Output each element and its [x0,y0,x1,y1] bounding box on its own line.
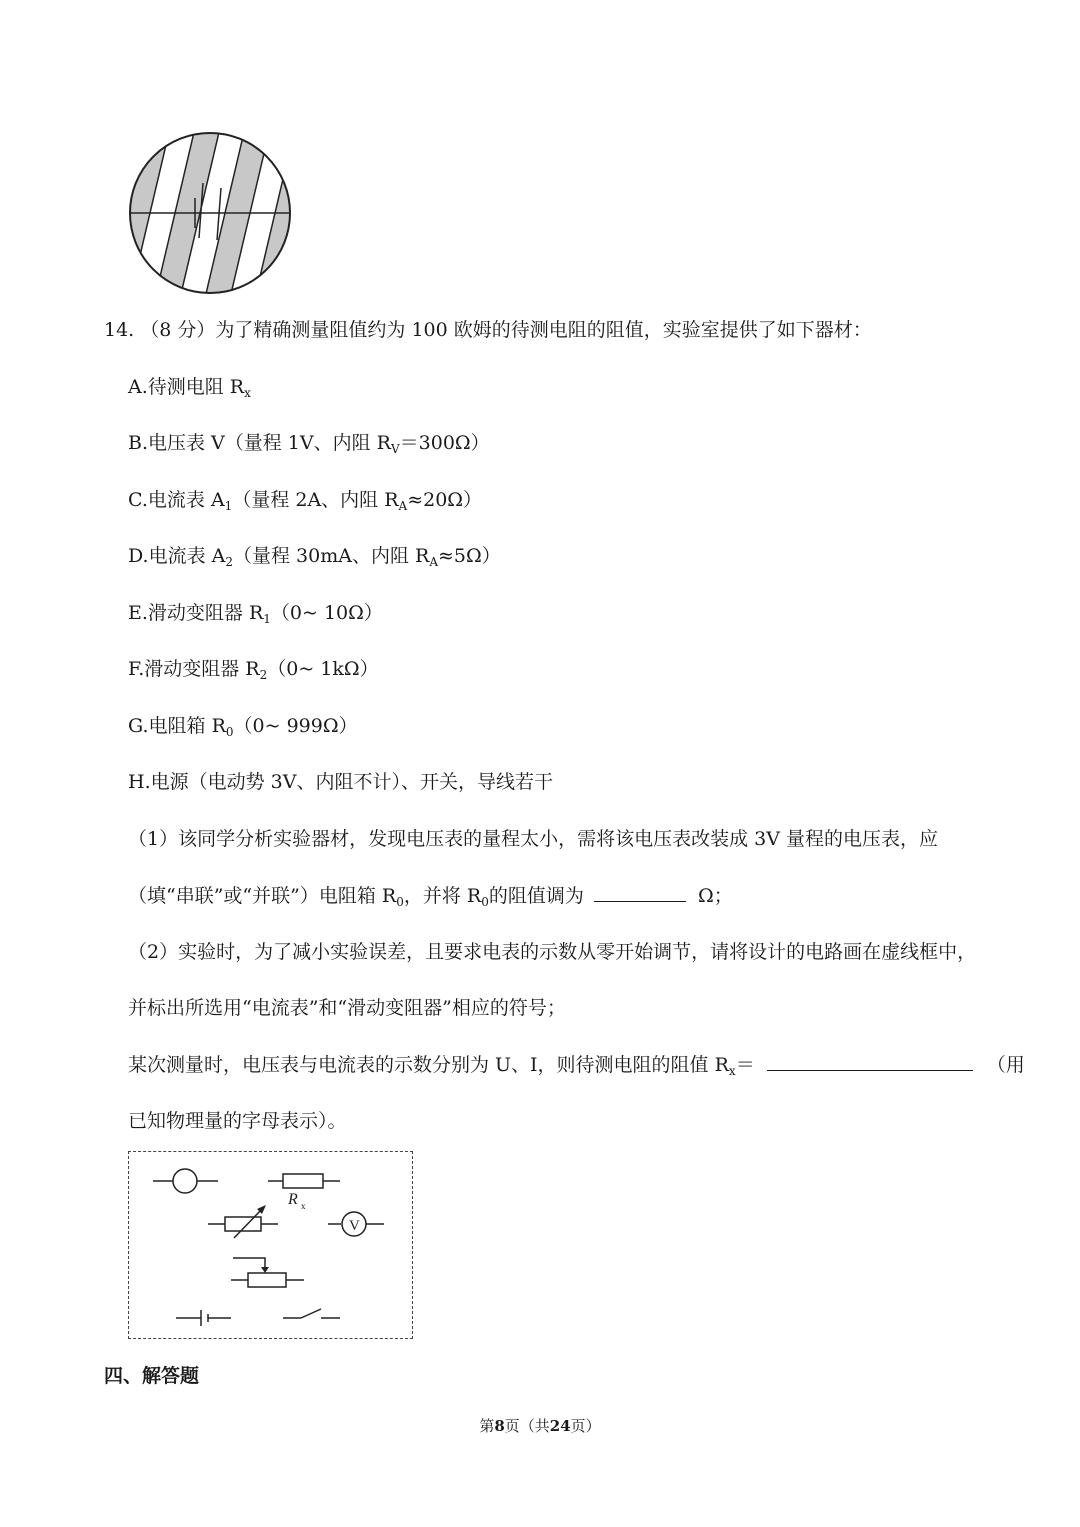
micrometer-figure [125,128,295,298]
page-footer: 第8页（共24页） [479,1417,601,1435]
option-e: E.滑动变阻器 $R_1(0\sim$ 10Ω） [128,602,383,626]
section-title: 四、解答题 [104,1365,200,1387]
page-total: 24 [549,1417,571,1435]
ammeter-symbol-icon [153,1169,218,1193]
resistance-box-icon [208,1208,278,1238]
battery-symbol-icon [176,1310,231,1326]
answer-blank-r0[interactable] [594,883,686,902]
rheostat-symbol-icon [231,1258,304,1287]
option-f: F.滑动变阻器 $R_2(0\sim$ 1kΩ） [128,658,379,682]
option-c: C.电流表 $A_1$（量程 2A、内阻 $R_A\approx 20\Omega$） [128,489,483,513]
part3-line2: 已知物理量的字母表示）。 [128,1110,347,1132]
resistor-rx-icon [268,1174,340,1188]
answer-blank-rx[interactable] [767,1052,973,1071]
part2-line2: 并标出所选用“电流表”和“滑动变阻器”相应的符号； [128,997,566,1019]
circuit-symbols [128,1151,413,1339]
question-score: （8 分） [140,319,216,341]
part1-line1: （1）该同学分析实验器材，发现电压表的量程太小，需将该电压表改装成 3V 量程的电压表，应 [128,828,938,850]
part2-line1: （2）实验时，为了减小实验误差，且要求电表的示数从零开始调节，请将设计的电路画在虚线框中， [128,941,977,963]
rx-label: R [288,1191,298,1208]
page-number: 8 [494,1417,505,1435]
switch-symbol-icon [283,1309,340,1318]
option-b: B.电压表 V（量程 1V、内阻 $R_V=300\Omega$） [128,432,490,456]
part3-line1: 某次测量时，电压表与电流表的示数分别为 U、I，则待测电阻的阻值 $R_x=$ （用 [128,1054,1025,1078]
question-text: 为了精确测量阻值约为 100 欧姆的待测电阻的阻值，实验室提供了如下器材： [215,319,872,341]
question-number: 14. [104,319,135,341]
option-a: A.待测电阻 $R_x$ [128,376,251,400]
option-h: H.电源（电动势 3V、内阻不计）、开关，导线若干 [128,771,553,793]
question-stem [104,317,872,343]
part1-line2: （填“串联”或“并联”）电阻箱 $R_0$，并将 $R_0$的阻值调为 Ω； [128,885,733,909]
rx-label-sub: x [301,1201,306,1211]
option-g: G.电阻箱 $R_0(0\sim$ 999Ω） [128,715,358,739]
option-d: D.电流表 $A_2$（量程 30mA、内阻 $R_A\approx 5\Omega$） [128,545,501,569]
voltmeter-label: V [349,1218,360,1234]
